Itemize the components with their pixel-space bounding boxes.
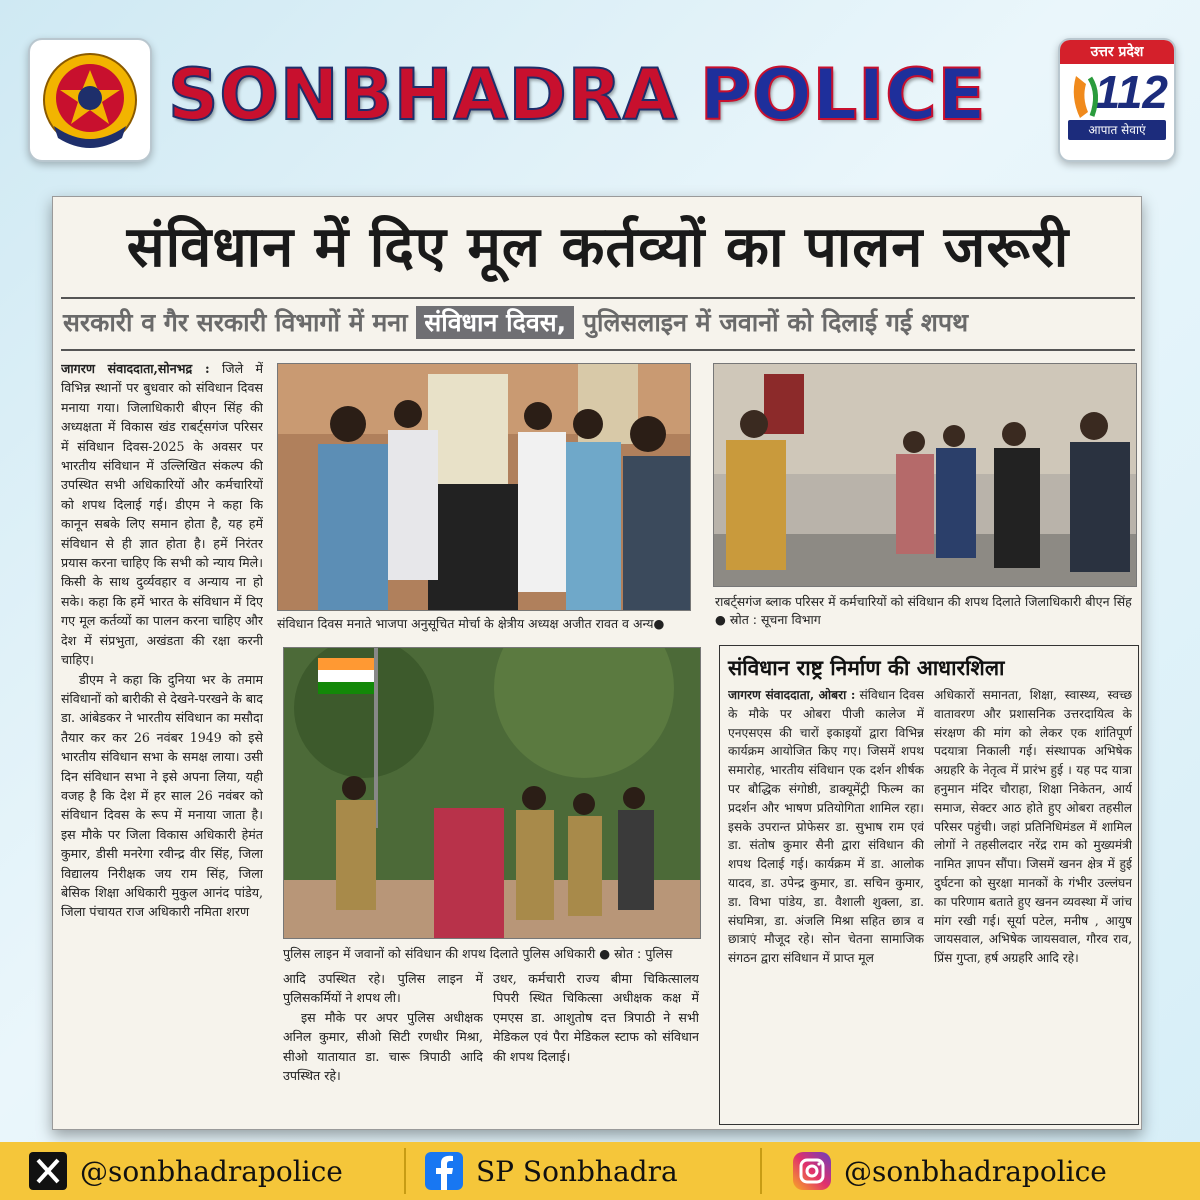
subhead-text-b: पुलिसलाइन में जवानों को दिलाई गई शपथ — [582, 308, 969, 337]
column-2-paragraph-2: इस मौके पर अपर पुलिस अधीक्षक अनिल कुमार, सीओ सिटी रणधीर मिश्रा, सीओ यातायात डा. चारू त्रिपाठी आदि उपस्थित रहे। — [283, 1009, 483, 1084]
article-byline: जागरण संवाददाता,सोनभद्र : — [61, 361, 210, 376]
badge-number: 112 — [1094, 66, 1168, 118]
brand-word-sonbhadra: SONBHADRA — [168, 54, 678, 136]
side-story-column-1 — [728, 686, 924, 1120]
emergency-112-badge — [1058, 38, 1176, 162]
newspaper-clipping — [52, 196, 1142, 1130]
brand-title — [168, 50, 1048, 140]
block-oath-photo-image — [714, 364, 1137, 587]
social-footer — [0, 1142, 1200, 1200]
column-2-paragraph-1: आदि उपस्थित रहे। पुलिस लाइन में पुलिसकर्मियों ने शपथ ली। — [283, 971, 483, 1006]
column-1-paragraph-2: डीएम ने कहा कि दुनिया भर के तमाम संविधानों को बारीकी से देखने-परखने के बाद डा. आंबेडकर ने भारतीय संविधान का मसौदा तैयार कर कर 26 नवंबर 1949 को इसे भारतीय संविधान सभा के समक्ष लाया। उसी दिन संविधान सभा ने इसे अपना लिया, यही वजह है कि देश में हर साल 26 नवंबर को संविधान दिवस के रूप में मनाया जाता है। इस मौके पर जिला विकास अधिकारी हेमंत कुमार, डीसी मनरेगा रवीन्द्र वीर सिंह, जिला विद्यालय निरीक्षक जय राम सिंह, जिला बेसिक शिक्षा अधिकारी मुकुल आनंद पांडेय, जिला पंचायत राज अधिकारी नमिता शरण — [61, 671, 263, 920]
photo-caption-2: राबर्ट्सगंज ब्लाक परिसर में कर्मचारियों को संविधान की शपथ दिलाते जिलाधिकारी बीएन सिंह ● स्रोत : सूचना विभाग — [715, 594, 1132, 627]
x-logo-icon — [28, 1151, 68, 1191]
article-column-2 — [283, 969, 483, 1125]
side-story-text-1: संविधान दिवस के मौके पर ओबरा पीजी कालेज में एनएसएस की चारों इकाइयों द्वारा विभिन्न कार्यक्रम आयोजित किए गए। जिसमें शपथ समारोह, भारतीय संविधान एक दर्शन शीर्षक पर बौद्धिक संगोष्ठी, डाक्यूमेंट्री फिल्म का प्रदर्शन और भाषण प्रतियोगिता शामिल रहा। इसके उपरान्त प्रोफेसर डा. सुभाष राम एवं डा. संतोष कुमार सैनी द्वारा संविधान की शपथ दिलाई गई। कार्यक्रम में डा. आलोक यादव, डा. उपेन्द्र कुमार, डा. सचिन कुमार, डा. विभा पांडेय, डा. वैशाली शुक्ला, डा. संघमित्रा, डा. अंजलि मिश्रा सहित छात्र व छात्राएं मौजूद रहे। सोन चेतना सामाजिक संगठन द्वारा संविधान में प्राप्त मूल — [728, 688, 924, 966]
article-column-1 — [61, 359, 263, 1125]
badge-service-label: आपात सेवाएं — [1068, 120, 1166, 140]
footer-divider — [760, 1148, 762, 1194]
photo-caption-3: पुलिस लाइन में जवानों को संविधान की शपथ दिलाते पुलिस अधिकारी ● स्रोत : पुलिस — [283, 946, 673, 961]
side-story-box — [719, 645, 1139, 1125]
up-police-emblem-icon — [38, 48, 142, 152]
up-police-logo — [28, 38, 152, 162]
side-story-byline: जागरण संवाददाता, ओबरा : — [728, 688, 856, 702]
column-3-paragraph: उधर, कर्मचारी राज्य बीमा चिकित्सालय पिपरी स्थित चिकित्सा अधीक्षक कक्ष में एमएस डा. आशुतोष दत्त त्रिपाठी ने सभी मेडिकल एवं पैरा मेडिकल स्टाफ को संविधान की शपथ दिलाई। — [493, 971, 699, 1064]
photo-caption-1: संविधान दिवस मनाते भाजपा अनुसूचित मोर्चा के क्षेत्रीय अध्यक्ष अजीत रावत व अन्य● — [277, 616, 665, 631]
x-handle[interactable]: @sonbhadrapolice — [80, 1154, 343, 1188]
side-story-title: संविधान राष्ट्र निर्माण की आधारशिला — [728, 656, 1005, 680]
article-column-3 — [493, 969, 699, 1125]
social-x[interactable] — [28, 1154, 343, 1188]
divider — [61, 297, 1135, 299]
badge-state-label: उत्तर प्रदेश — [1060, 40, 1174, 64]
instagram-logo-icon — [792, 1151, 832, 1191]
photo-samvidhan-divas-event — [277, 363, 691, 611]
subhead-highlight: संविधान दिवस, — [416, 306, 574, 339]
instagram-handle[interactable]: @sonbhadrapolice — [844, 1154, 1107, 1188]
footer-divider — [404, 1148, 406, 1194]
photo-block-oath — [713, 363, 1137, 587]
article-subhead — [63, 305, 1133, 339]
police-oath-photo-image — [284, 648, 701, 939]
social-instagram[interactable] — [792, 1154, 1107, 1188]
divider — [61, 349, 1135, 351]
social-facebook[interactable] — [424, 1154, 678, 1188]
column-1-paragraph-1: जिले में विभिन्न स्थानों पर बुधवार को संविधान दिवस मनाया गया। जिलाधिकारी बीएन सिंह की अध्यक्षता में विकास खंड राबर्ट्सगंज परिसर में संविधान दिवस-2025 के अवसर पर भारतीय संविधान में उल्लिखित संकल्प की उपस्थित सभी अधिकारियों और कर्मचारियों को शपथ दिलाई गई। डीएम ने कहा कि कानून सबके लिए समान होता है, यह हमें संविधान से ही ज्ञात होता है। हमें निरंतर प्रयास करना चाहिए कि सभी को न्याय मिले। किसी के साथ दुर्व्यवहार व अन्याय ना हो सके। कहा कि हमें भारत के संविधान में दिए गए मूल कर्तव्यों का पालन करना चाहिए और देश में संप्रभुता, अखंडता की रक्षा करनी चाहिए। — [61, 361, 263, 668]
phone-icon — [1070, 72, 1104, 122]
subhead-text-a: सरकारी व गैर सरकारी विभागों में मना — [63, 308, 408, 337]
facebook-handle[interactable]: SP Sonbhadra — [476, 1154, 678, 1188]
event-photo-image — [278, 364, 691, 611]
brand-word-police: POLICE — [699, 54, 987, 136]
side-story-text-2: अधिकारों समानता, शिक्षा, स्वास्थ्य, स्वच्छ वातावरण और प्रशासनिक उत्तरदायित्व के संरक्षण की मांग को लेकर एक शांतिपूर्ण पदयात्रा निकाली गई। संस्थापक अभिषेक अग्रहरि के नेतृत्व में प्रारंभ हुई । यह पद यात्रा हनुमान मंदिर चौराहा, शिक्षा निकेतन, आर्य समाज, सेक्टर आठ होते हुए ओबरा तहसील परिसर पहुंची। जहां प्रतिनिधिमंडल में शामिल लोगों ने तहसीलदार नरेंद्र राम को मुख्यमंत्री नामित ज्ञापन सौंपा। जिसमें खनन क्षेत्र में हुई दुर्घटना को सुरक्षा मानकों के गंभीर उल्लंघन का परिणाम बताते हुए खनन व्यवस्था में जांच मांग रखी गई। सूर्या पटेल, मनीष , आयुष जायसवाल, अभिषेक जायसवाल, गौरव राव, प्रिंस गुप्ता, हर्ष अग्रहरि आदि रहे। — [934, 688, 1132, 966]
photo-police-line-oath — [283, 647, 701, 939]
facebook-logo-icon — [424, 1151, 464, 1191]
article-headline: संविधान में दिए मूल कर्तव्यों का पालन जरूरी — [126, 215, 1070, 280]
side-story-column-2 — [934, 686, 1132, 1120]
